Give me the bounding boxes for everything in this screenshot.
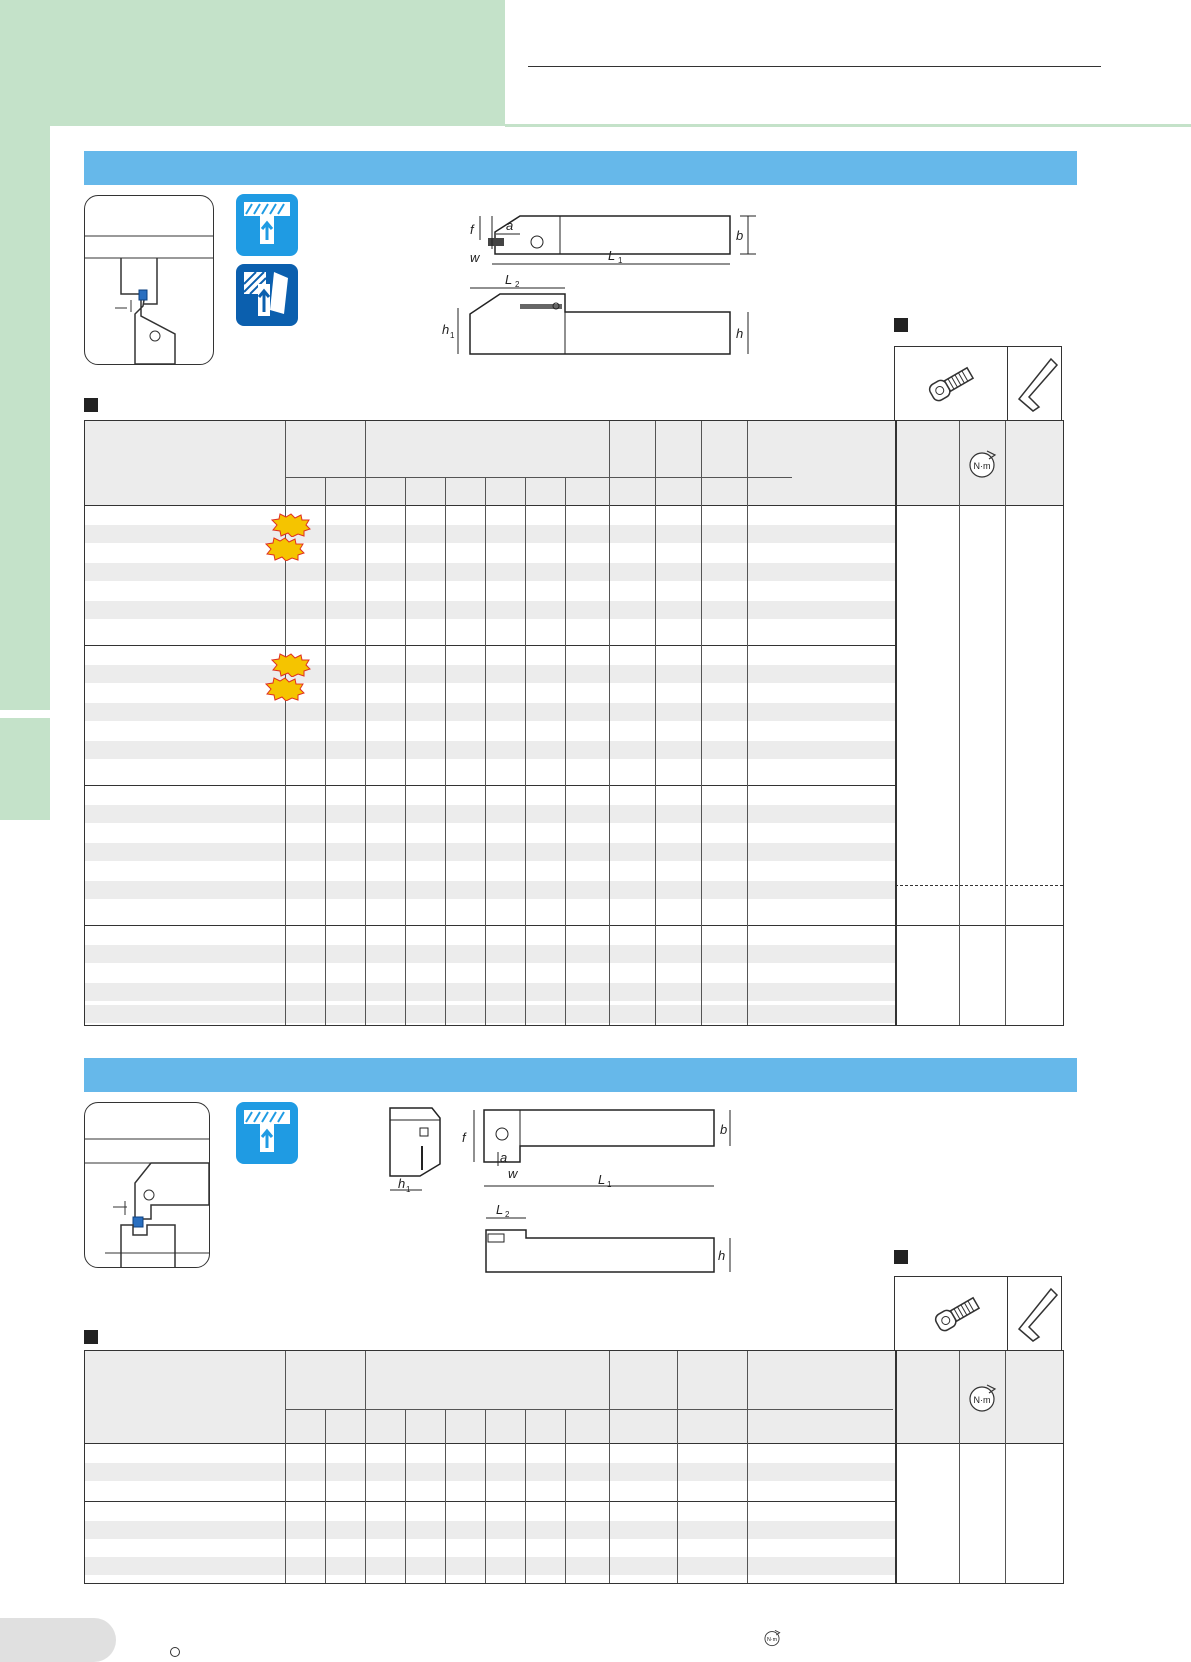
new-burst-icon [265,537,305,561]
new-burst-icon [271,653,311,677]
new-burst-icon [265,677,305,701]
dim-h-label-2: h [718,1248,726,1263]
section-2-bar [84,1058,1077,1092]
page-number-tab [0,1618,116,1662]
dim-h1-label: h [442,322,450,337]
screw-icon [923,361,979,407]
dimensions-table-1 [84,420,1064,1026]
header-rule [528,66,1101,67]
dim-b-label-2: b [720,1122,728,1137]
dim-f-label-2: f [462,1130,466,1145]
dim-ar-label: a [506,218,514,233]
parts-bullet-2 [894,1250,908,1264]
holder-dimension-drawing-1 [440,204,760,364]
application-thumbnail-2 [84,1102,210,1268]
application-thumbnail-1 [84,195,214,365]
dimensions-table-2 [84,1350,1064,1584]
torque-unit-2: N·m [973,1395,991,1405]
torque-icon [965,1381,999,1415]
footer-torque-unit: N·m [767,1636,777,1643]
dimensions-bullet-2 [84,1330,98,1344]
dim-ar-label-2: a [500,1150,508,1165]
section-1-bar [84,151,1077,185]
cut-off-icon [236,264,298,326]
dim-L2-sub: 2 [515,280,520,289]
dim-L2-label: L [505,272,513,287]
dim-L1-label: L [608,248,616,263]
screw-icon [929,1291,985,1337]
dim-L2-label-2: L [496,1202,504,1217]
dim-w-label-2: w [508,1166,518,1181]
header-underline [505,124,1191,127]
dim-h1-label-2: h [398,1176,406,1191]
dim-L1-sub-2: 1 [607,1180,612,1189]
dim-L1-sub: 1 [618,256,623,265]
new-burst-icon [271,513,311,537]
side-tab-upper [0,126,50,710]
dim-h-label: h [736,326,744,341]
dim-h1-sub-2: 1 [406,1185,411,1194]
torque-icon [965,447,999,481]
external-grooving-icon-2 [236,1102,298,1164]
hex-key-icon [1013,1283,1059,1345]
torque-unit: N·m [973,461,991,471]
dim-b-label: b [736,228,744,243]
dim-L1-label-2: L [598,1172,606,1187]
holder-dimension-drawing-2 [384,1106,744,1306]
hex-key-icon [1013,353,1059,415]
header-band [0,0,505,126]
dimensions-bullet-1 [84,398,98,412]
footer-circle-mark [170,1647,180,1657]
dim-f-label: f [470,222,474,237]
dim-w-label: w [470,250,480,265]
footer-torque-icon [762,1628,782,1648]
side-tab-lower [0,718,50,820]
dim-L2-sub-2: 2 [505,1210,510,1219]
parts-header-1 [894,346,1062,422]
dim-h1-sub: 1 [450,331,455,340]
parts-header-2 [894,1276,1062,1352]
parts-bullet-1 [894,318,908,332]
external-grooving-icon [236,194,298,256]
